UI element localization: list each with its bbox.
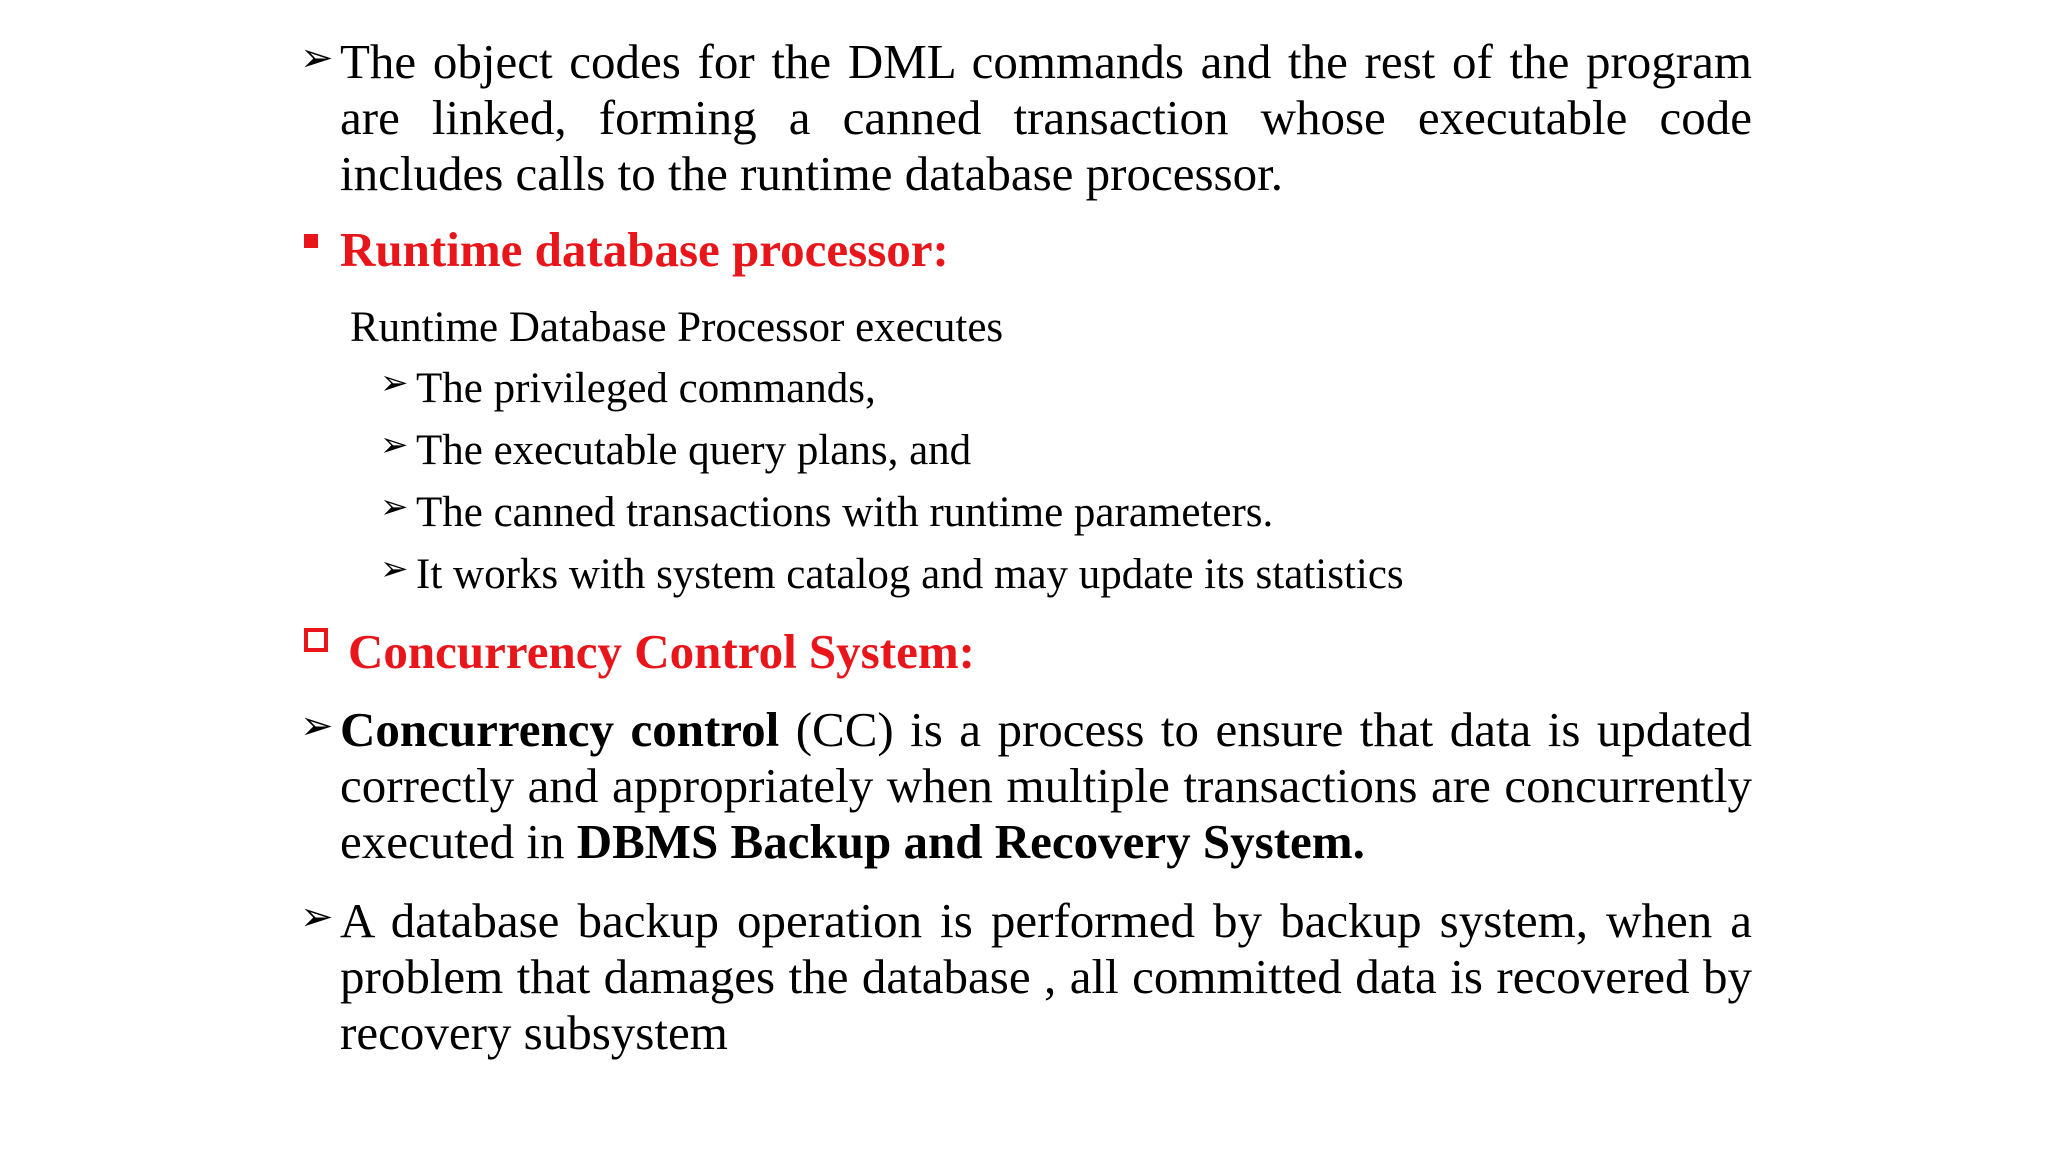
list-item-text: It works with system catalog and may update its statistics xyxy=(416,551,1404,598)
bullet-text xyxy=(340,702,1752,870)
bullet-object-codes xyxy=(300,34,1752,202)
bullet-backup-operation xyxy=(300,893,1752,1061)
arrow-bullet-icon: ➢ xyxy=(380,363,409,403)
arrow-bullet-icon: ➢ xyxy=(300,703,334,749)
list-item-text: The privileged commands, xyxy=(416,365,876,412)
red-square-bullet-icon xyxy=(304,234,318,248)
list-item xyxy=(380,426,1680,476)
arrow-bullet-icon: ➢ xyxy=(300,35,334,81)
bold-term: DBMS Backup and Recovery System. xyxy=(576,814,1365,869)
section-heading-runtime: Runtime database processor: xyxy=(340,222,949,277)
arrow-bullet-icon: ➢ xyxy=(380,549,409,589)
bullet-text: A database backup operation is performed by backup system, when a problem that damages the database , all committed data is recovered by recovery subsystem xyxy=(340,893,1752,1060)
bullet-text: The object codes for the DML commands and the rest of the program are linked, forming a canned transaction whose executable code includes calls to the runtime database processor. xyxy=(340,34,1752,201)
runtime-intro: Runtime Database Processor executes xyxy=(350,304,1004,351)
arrow-bullet-icon: ➢ xyxy=(300,894,334,940)
red-hollow-square-bullet-icon xyxy=(304,628,328,652)
arrow-bullet-icon: ➢ xyxy=(380,425,409,465)
list-item-text: The canned transactions with runtime parameters. xyxy=(416,489,1274,536)
arrow-bullet-icon: ➢ xyxy=(380,487,409,527)
list-item xyxy=(380,488,1680,538)
list-item-text: The executable query plans, and xyxy=(416,427,972,474)
section-heading-concurrency: Concurrency Control System: xyxy=(348,624,975,679)
bullet-concurrency-control xyxy=(300,702,1752,870)
list-item xyxy=(380,364,1680,414)
body-text: (CC) is a process to ensure that data is updated correctly and appropriately when multiple transactions are concurrently executed in xyxy=(340,702,1752,869)
list-item xyxy=(380,550,1680,600)
bold-term: Concurrency control xyxy=(340,702,780,757)
